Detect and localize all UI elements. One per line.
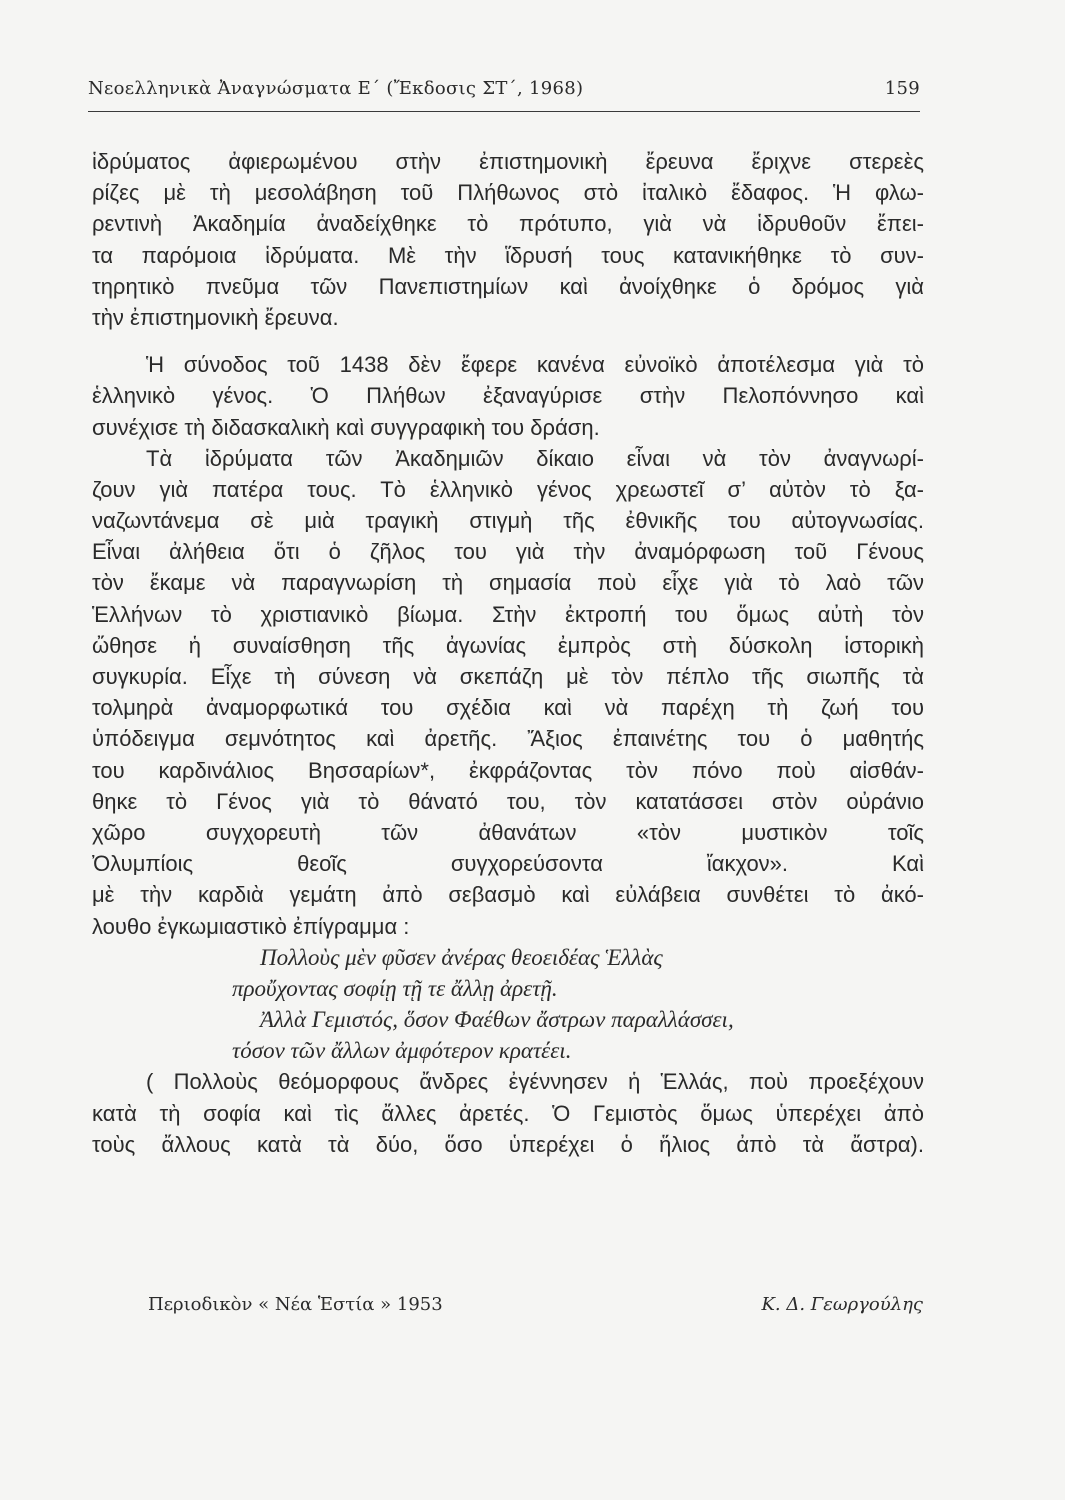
text-line: ἑλληνικὸ γένος. Ὁ Πλήθων ἐξαναγύρισε στὴν Πελοπόννησο καὶ [92,383,924,409]
text-line: ὤθησε ἡ συναίσθηση τῆς ἀγωνίας ἐμπρὸς στὴ δύσκολη ἱστορικὴ [92,632,924,658]
author-name: Κ. Δ. Γεωργούλης [761,1294,923,1315]
text-line: τα παρόμοια ἱδρύματα. Μὲ τὴν ἵδρυσή τους κατανικήθηκε τὸ συν- [92,242,924,268]
text-line: τολμηρὰ ἀναμορφωτικά του σχέδια καὶ νὰ παρέχη τὴ ζωή του [92,695,924,721]
header-title: Νεοελληνικὰ Ἀναγνώσματα Ε΄ (Ἔκδοσις ΣΤ΄, 1968) [88,78,584,99]
epigram-line: τόσον τῶν ἄλλων ἀμφότερον κρατέει. [232,1038,572,1064]
text-line: τὴν ἐπιστημονικὴ ἔρευνα. [92,304,339,330]
text-line: συνέχισε τὴ διδασκαλικὴ καὶ συγγραφικὴ του δράση. [92,414,600,440]
text-line: Εἶναι ἀλήθεια ὅτι ὁ ζῆλος του γιὰ τὴν ἀναμόρφωση τοῦ Γένους [92,539,924,565]
text-line: ἱδρύματος ἀφιερωμένου στὴν ἐπιστημονικὴ ἔρευνα ἔριχνε στερεὲς [92,149,924,174]
source-footer [148,1290,923,1320]
text-line: του καρδινάλιος Βησσαρίων*, ἐκφράζοντας τὸν πόνο ποὺ αἰσθάν- [92,757,924,783]
text-line: Ὀλυμπίοις θεοῖς συγχορεύσοντα ἴακχον». Καὶ [92,851,924,877]
text-line: ὑπόδειγμα σεμνότητος καὶ ἀρετῆς. Ἄξιος ἐπαινέτης του ὁ μαθητής [92,726,924,752]
text-line: ρεντινὴ Ἀκαδημία ἀναδείχθηκε τὸ πρότυπο, γιὰ νὰ ἱδρυθοῦν ἔπει- [92,211,924,237]
paragraph-gap [92,333,924,349]
text-line: ζουν γιὰ πατέρα τους. Τὸ ἑλληνικὸ γένος χρεωστεῖ σ’ αὐτὸν τὸ ξα- [92,476,924,502]
text-line: μὲ τὴν καρδιὰ γεμάτη ἀπὸ σεβασμὸ καὶ εὐλάβεια συνθέτει τὸ ἀκό- [92,882,924,908]
text-line: Ἑλλήνων τὸ χριστιανικὸ βίωμα. Στὴν ἐκτροπή του ὅμως αὐτὴ τὸν [92,601,924,627]
translation-line: τοὺς ἄλλους κατὰ τὰ δύο, ὅσο ὑπερέχει ὁ ἥλιος ἀπὸ τὰ ἄστρα). [92,1131,924,1157]
text-line: Τὰ ἱδρύματα τῶν Ἀκαδημιῶν δίκαιο εἶναι νὰ τὸν ἀναγνωρί- [146,445,924,471]
text-line: συγκυρία. Εἶχε τὴ σύνεση νὰ σκεπάζη μὲ τὸν πέπλο τῆς σιωπῆς τὰ [92,664,924,689]
epigram-line: προὔχοντας σοφίῃ τῇ τε ἄλλῃ ἀρετῇ. [232,975,558,1001]
translation-line: ( Πολλοὺς θεόμορφους ἄνδρες ἐγέννησεν ἡ Ἑλλάς, ποὺ προεξέχουν [146,1069,924,1095]
text-line: χῶρο συγχορευτὴ τῶν ἀθανάτων «τὸν μυστικὸν τοῖς [92,819,924,845]
header-rule [88,111,920,112]
main-text [92,146,924,1160]
source-citation: Περιοδικὸν « Νέα Ἑστία » 1953 [148,1294,443,1315]
text-line: τὸν ἔκαμε νὰ παραγνωρίση τὴ σημασία ποὺ εἶχε γιὰ τὸ λαὸ τῶν [92,570,924,596]
text-line: τηρητικὸ πνεῦμα τῶν Πανεπιστημίων καὶ ἀνοίχθηκε ὁ δρόμος γιὰ [92,273,924,299]
text-line: λουθο ἐγκωμιαστικὸ ἐπίγραμμα : [92,913,410,939]
translation-line: κατὰ τὴ σοφία καὶ τὶς ἄλλες ἀρετές. Ὁ Γεμιστὸς ὅμως ὑπερέχει ἀπὸ [92,1100,924,1126]
text-line: Ἡ σύνοδος τοῦ 1438 δὲν ἔφερε κανένα εὐνοϊκὸ ἀποτέλεσμα γιὰ τὸ [146,352,924,378]
text-line: ρίζες μὲ τὴ μεσολάβηση τοῦ Πλήθωνος στὸ ἰταλικὸ ἔδαφος. Ἡ φλω- [92,180,924,206]
epigram-line: Πολλοὺς μὲν φῦσεν ἀνέρας θεοειδέας Ἑλλὰς [260,944,663,970]
page-number: 159 [884,78,920,99]
running-header [88,72,920,104]
text-line: θηκε τὸ Γένος γιὰ τὸ θάνατό του, τὸν κατατάσσει στὸν οὐράνιο [92,788,924,814]
epigram-line: Ἀλλὰ Γεμιστός, ὅσον Φαέθων ἄστρων παραλλάσσει, [260,1007,734,1033]
text-line: ναζωντάνεμα σὲ μιὰ τραγικὴ στιγμὴ τῆς ἐθνικῆς του αὐτογνωσίας. [92,508,924,534]
